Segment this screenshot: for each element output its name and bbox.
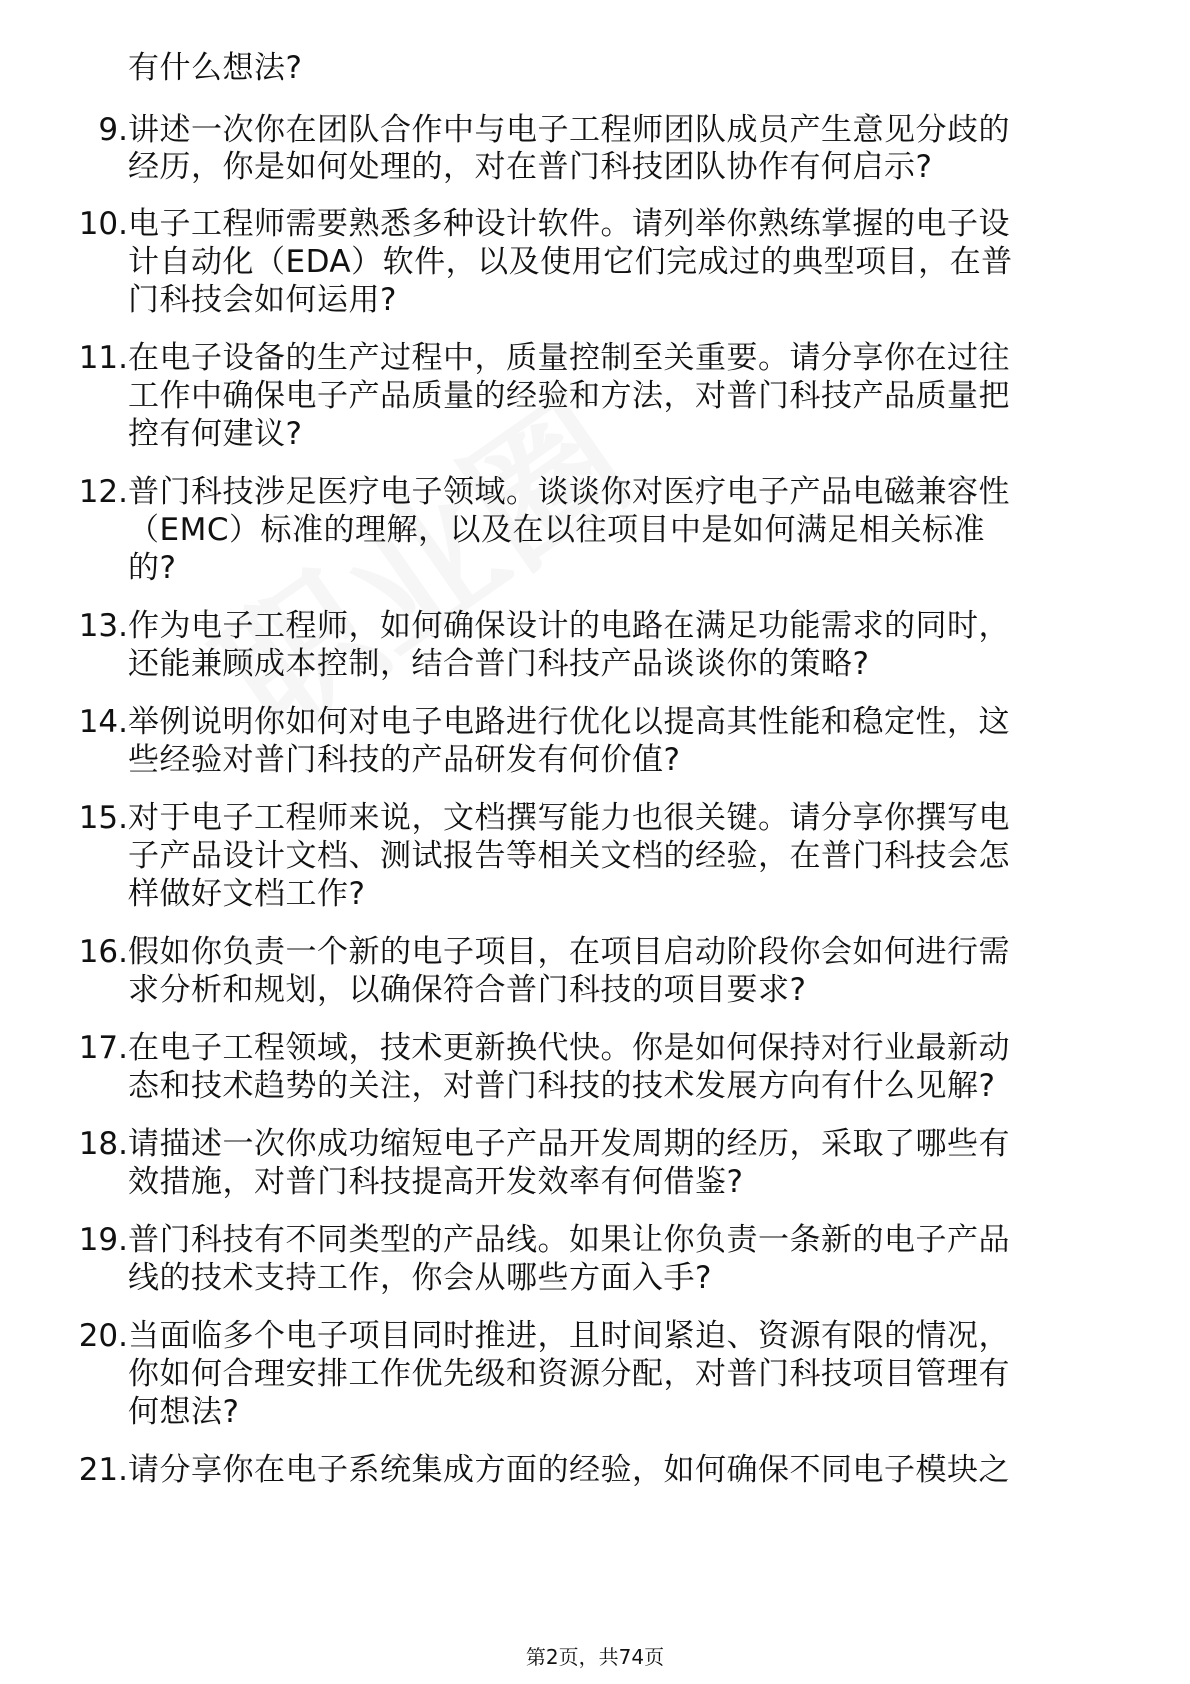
question-line: （EMC）标准的理解，以及在以往项目中是如何满足相关标准: [128, 512, 985, 548]
question-line: 样做好文档工作?: [128, 876, 366, 912]
question-number: 9.: [98, 112, 128, 148]
question-line: 对于电子工程师来说，文档撰写能力也很关键。请分享你撰写电: [128, 800, 1010, 836]
question-line: 作为电子工程师，如何确保设计的电路在满足功能需求的同时，: [128, 608, 1010, 644]
question-line: 些经验对普门科技的产品研发有何价值?: [128, 742, 681, 778]
question-line: 普门科技有不同类型的产品线。如果让你负责一条新的电子产品: [128, 1222, 1010, 1258]
question-number: 21.: [78, 1452, 128, 1488]
question-number: 14.: [78, 704, 128, 740]
question-line: 假如你负责一个新的电子项目，在项目启动阶段你会如何进行需: [128, 934, 1010, 970]
question-line: 效措施，对普门科技提高开发效率有何借鉴?: [128, 1164, 744, 1200]
question-line: 经历，你是如何处理的，对在普门科技团队协作有何启示?: [128, 149, 933, 185]
question-number: 19.: [78, 1222, 128, 1258]
question-line: 电子工程师需要熟悉多种设计软件。请列举你熟练掌握的电子设: [128, 206, 1010, 242]
question-number: 18.: [78, 1126, 128, 1162]
question-line: 当面临多个电子项目同时推进，且时间紧迫、资源有限的情况，: [128, 1318, 1010, 1354]
question-line: 求分析和规划，以确保符合普门科技的项目要求?: [128, 972, 807, 1008]
question-line: 讲述一次你在团队合作中与电子工程师团队成员产生意见分歧的: [128, 112, 1010, 148]
question-line: 线的技术支持工作，你会从哪些方面入手?: [128, 1260, 712, 1296]
question-line: 门科技会如何运用?: [128, 282, 397, 318]
question-line: 在电子设备的生产过程中，质量控制至关重要。请分享你在过往: [128, 340, 1010, 376]
question-line: 普门科技涉足医疗电子领域。谈谈你对医疗电子产品电磁兼容性: [128, 474, 1010, 510]
question-line: 举例说明你如何对电子电路进行优化以提高其性能和稳定性，这: [128, 704, 1010, 740]
question-number: 16.: [78, 934, 128, 970]
question-line: 请描述一次你成功缩短电子产品开发周期的经历，采取了哪些有: [128, 1126, 1010, 1162]
page-footer: 第2页，共74页: [525, 1645, 665, 1669]
question-number: 15.: [78, 800, 128, 836]
question-line: 态和技术趋势的关注，对普门科技的技术发展方向有什么见解?: [128, 1068, 996, 1104]
question-line: 子产品设计文档、测试报告等相关文档的经验，在普门科技会怎: [128, 838, 1010, 874]
question-number: 20.: [78, 1318, 128, 1354]
question-number: 17.: [78, 1030, 128, 1066]
question-line: 何想法?: [128, 1394, 240, 1430]
question-line: 控有何建议?: [128, 416, 303, 452]
question-line: 请分享你在电子系统集成方面的经验，如何确保不同电子模块之: [128, 1452, 1010, 1488]
question-line: 还能兼顾成本控制，结合普门科技产品谈谈你的策略?: [128, 646, 870, 682]
question-number: 11.: [78, 340, 128, 376]
question-line: 有什么想法?: [128, 50, 303, 86]
question-line: 工作中确保电子产品质量的经验和方法，对普门科技产品质量把: [128, 378, 1010, 414]
question-line: 在电子工程领域，技术更新换代快。你是如何保持对行业最新动: [128, 1030, 1010, 1066]
question-line: 的?: [128, 550, 177, 586]
question-number: 13.: [78, 608, 128, 644]
question-number: 12.: [78, 474, 128, 510]
question-line: 计自动化（EDA）软件，以及使用它们完成过的典型项目，在普: [128, 244, 1013, 280]
question-number: 10.: [78, 206, 128, 242]
question-line: 你如何合理安排工作优先级和资源分配，对普门科技项目管理有: [128, 1356, 1010, 1392]
